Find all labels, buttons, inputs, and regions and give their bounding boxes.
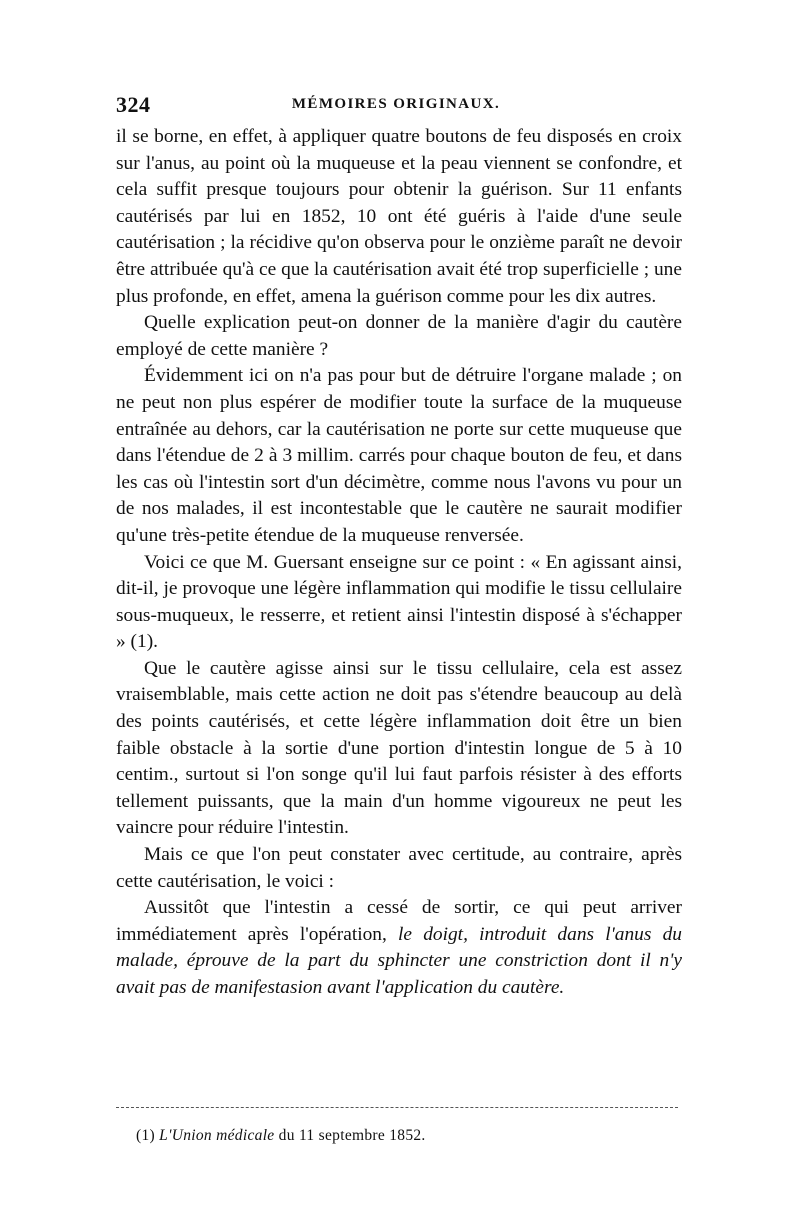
paragraph-certitude: Mais ce que l'on peut constater avec certitude, au contraire, après cette cautérisation, le voici : xyxy=(116,844,682,892)
paragraph-evidently: Évidemment ici on n'a pas pour but de détruire l'organe malade ; on ne peut non plus espérer de modifier toute la surface de la muqueuse entraînée au dehors, car la cautérisation ne porte sur cette muqueuse que dans l'étendue de 2 à 3 millim. carrés pour chaque bouton de feu, et dans les cas où l'intestin sort d'un décimètre, comme nous l'avons vu pour un de nos malades, il est incontestable que le cautère ne saurait modifier qu'une très-petite étendue de la muqueuse renversée. xyxy=(116,365,682,546)
paragraph-question: Quelle explication peut-on donner de la manière d'agir du cautère employé de cette manière ? xyxy=(116,312,682,360)
running-header xyxy=(116,92,676,126)
paragraph-finding xyxy=(116,895,682,1001)
footnote-date: du 11 septembre 1852. xyxy=(278,1127,426,1144)
finding-roman-text: Aussitôt que l'intestin a cessé de sortir, ce qui peut arriver immédiatement après l'opération, xyxy=(116,897,682,945)
body-text xyxy=(116,124,682,1002)
footnote-separator xyxy=(116,1107,678,1108)
paragraph-continuation: il se borne, en effet, à appliquer quatre boutons de feu disposés en croix sur l'anus, au point où la muqueuse et la peau viennent se confondre, et cela suffit presque toujours pour obtenir la guérison. Sur 11 enfants cautérisés par lui en 1852, 10 ont été guéris à l'aide d'une seule cautérisation ; la récidive qu'on observa pour le onzième paraît ne devoir être attribuée qu'à ce que la cautérisation avait été trop superficielle ; une plus profonde, en effet, amena la guérison comme pour les dix autres. xyxy=(116,126,682,307)
footnote-title: L'Union médicale xyxy=(159,1127,275,1144)
finding-italic-text: le doigt, introduit dans l'anus du malade, éprouve de la part du sphincter une constriction dont il n'y avait pas de manifestasion avant l'application du cautère. xyxy=(116,923,682,998)
paragraph-guersant-quote: Voici ce que M. Guersant enseigne sur ce point : « En agissant ainsi, dit-il, je provoque une légère inflammation qui modifie le tissu cellulaire sous-muqueux, le resserre, et retient ainsi l'intestin disposé à s'échapper » (1). xyxy=(116,551,682,653)
footnote-marker: (1) xyxy=(136,1127,155,1144)
page-number: 324 xyxy=(116,92,151,117)
paragraph-cautery-action: Que le cautère agisse ainsi sur le tissu cellulaire, cela est assez vraisemblable, mais cette action ne doit pas s'étendre beaucoup au delà des points cautérisés, et cette légère inflammation doit être un bien faible obstacle à la sortie d'une portion d'intestin longue de 5 à 10 centim., surtout si l'on songe qu'il lui faut parfois résister à des efforts tellement puissants, que la main d'un homme vigoureux ne peut les vaincre pour réduire l'intestin. xyxy=(116,657,682,839)
footnote xyxy=(136,1127,676,1145)
running-title: MÉMOIRES ORIGINAUX. xyxy=(291,96,501,112)
